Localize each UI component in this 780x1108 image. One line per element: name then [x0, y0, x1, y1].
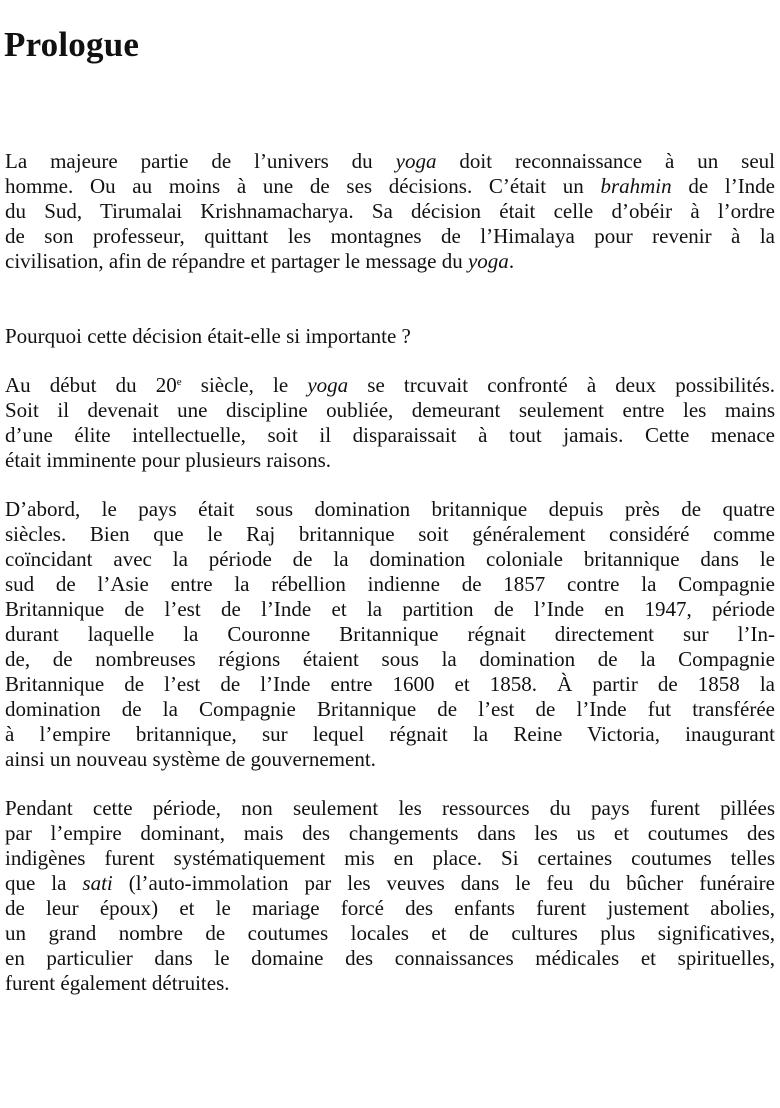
text-segment: de l’Inde — [671, 174, 776, 198]
text-line — [5, 622, 775, 647]
paragraph — [5, 324, 775, 349]
text-line — [5, 423, 775, 448]
text-line — [5, 672, 775, 697]
text-line — [5, 722, 775, 747]
text-segment: civilisation, afin de répandre et partager le message du — [5, 249, 468, 273]
text-line — [5, 572, 775, 597]
text-line — [5, 647, 775, 672]
text-segment: domination de la Compagnie Britannique de l’est de l’Inde fut transférée — [5, 697, 775, 721]
text-segment: durant laquelle la Couronne Britannique régnait directement sur l’In- — [5, 622, 775, 646]
text-segment: La majeure partie de l’univers du — [5, 149, 396, 173]
text-line — [5, 497, 775, 522]
italic-term: yoga — [307, 373, 349, 397]
text-segment: D’abord, le pays était sous domination britannique depuis près de quatre — [5, 497, 775, 521]
italic-term: yoga — [467, 249, 509, 273]
italic-term: brahmin — [600, 174, 672, 198]
text-line — [5, 373, 775, 398]
text-segment: (l’auto-immolation par les veuves dans le feu du bûcher funéraire — [112, 871, 775, 895]
text-line — [5, 946, 775, 971]
text-segment: indigènes furent systématiquement mis en place. Si certaines coutumes telles — [5, 846, 775, 870]
text-line — [5, 747, 775, 772]
text-line — [5, 796, 775, 821]
text-segment: doit reconnaissance à un seul — [436, 149, 776, 173]
text-line — [5, 971, 775, 996]
text-segment: homme. Ou au moins à une de ses décisions. C’était un — [5, 174, 601, 198]
text-segment: Pourquoi cette décision était-elle si importante ? — [5, 324, 411, 348]
text-segment: Britannique de l’est de l’Inde et la partition de l’Inde en 1947, période — [5, 597, 775, 621]
text-line — [5, 224, 775, 249]
text-line — [5, 846, 775, 871]
paragraph — [5, 149, 775, 274]
italic-term: yoga — [395, 149, 437, 173]
text-line — [5, 871, 775, 896]
document-body — [5, 149, 775, 1020]
paragraph — [5, 796, 775, 996]
text-line — [5, 896, 775, 921]
paragraph — [5, 373, 775, 473]
text-line — [5, 249, 775, 274]
text-segment: un grand nombre de coutumes locales et de cultures plus significatives, — [5, 921, 775, 945]
text-segment: de leur époux) et le mariage forcé des enfants furent justement abolies, — [5, 896, 775, 920]
text-segment: Britannique de l’est de l’Inde entre 1600 et 1858. À partir de 1858 la — [5, 672, 775, 696]
text-segment: en particulier dans le domaine des connaissances médicales et spirituelles, — [5, 946, 775, 970]
page-title: Prologue — [4, 25, 140, 64]
text-line — [5, 697, 775, 722]
text-line — [5, 921, 775, 946]
text-segment: . — [508, 249, 515, 273]
text-line — [5, 448, 775, 473]
text-segment: de son professeur, quittant les montagnes de l’Himalaya pour revenir à la — [5, 224, 775, 248]
text-segment: sud de l’Asie entre la rébellion indienne de 1857 contre la Compagnie — [5, 572, 775, 596]
text-segment: d’une élite intellectuelle, soit il disparaissait à tout jamais. Cette menace — [5, 423, 775, 447]
text-segment: furent également détruites. — [5, 971, 230, 995]
text-segment: siècles. Bien que le Raj britannique soit généralement considéré comme — [5, 522, 775, 546]
text-segment: siècle, le — [181, 373, 308, 397]
text-segment: à l’empire britannique, sur lequel régnait la Reine Victoria, inaugurant — [5, 722, 775, 746]
text-line — [5, 324, 775, 349]
text-segment: coïncidant avec la période de la domination coloniale britannique dans le — [5, 547, 775, 571]
text-line — [5, 597, 775, 622]
text-segment: Pendant cette période, non seulement les ressources du pays furent pillées — [5, 796, 775, 820]
text-segment: Au début du 20 — [5, 373, 177, 397]
text-line — [5, 199, 775, 224]
text-segment: était imminente pour plusieurs raisons. — [5, 448, 332, 472]
text-line — [5, 149, 775, 174]
text-line — [5, 547, 775, 572]
text-segment: ainsi un nouveau système de gouvernement. — [5, 747, 376, 771]
italic-term: sati — [82, 871, 113, 895]
text-line — [5, 522, 775, 547]
text-segment: du Sud, Tirumalai Krishnamacharya. Sa décision était celle d’obéir à l’ordre — [5, 199, 775, 223]
text-line — [5, 174, 775, 199]
superscript: e — [176, 376, 182, 388]
text-line — [5, 821, 775, 846]
text-segment: se trcuvait confronté à deux possibilités. — [348, 373, 776, 397]
paragraph — [5, 497, 775, 772]
text-line — [5, 398, 775, 423]
text-segment: de, de nombreuses régions étaient sous la domination de la Compagnie — [5, 647, 775, 671]
text-segment: par l’empire dominant, mais des changements dans les us et coutumes des — [5, 821, 775, 845]
text-segment: que la — [5, 871, 83, 895]
text-segment: Soit il devenait une discipline oubliée, demeurant seulement entre les mains — [5, 398, 775, 422]
